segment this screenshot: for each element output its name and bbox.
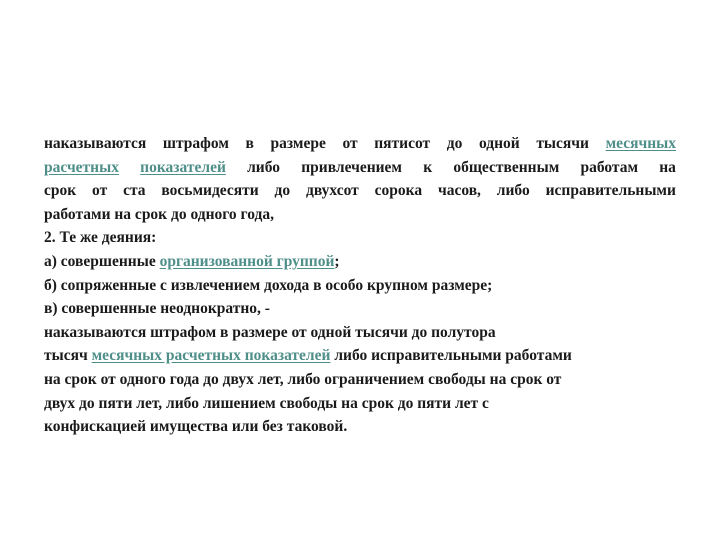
word: привлечением [301,158,402,176]
p2-line-2-prefix: тысяч [44,347,92,365]
word: двухсот [306,182,359,200]
p1-line-4: работами на срок до одного года, [44,205,274,223]
mrp-link[interactable]: месячных [605,135,676,152]
p1-line-3 [44,179,676,203]
p2-line-5: конфискацией имущества или без таковой. [44,418,348,436]
word: срок [44,182,77,200]
word: исправительными [545,182,676,200]
mrp-link-pokazateley[interactable]: показателей [140,158,226,176]
organized-group-link[interactable]: организованной группой [159,252,335,270]
p2-line-4: двух до пяти лет, либо лишением свободы на срок до пяти лет с [44,394,489,412]
p1-line-1 [44,132,676,156]
word: штрафом [162,135,229,152]
law-text-block [44,132,676,439]
mrp-link-raschetnyh[interactable]: расчетных [44,158,119,176]
word: к [423,158,433,176]
word: общественным [453,158,560,176]
word: работам [580,158,639,176]
list-item-a [44,250,676,274]
list-item-b: б) сопряженные с извлечением дохода в особо крупном размере; [44,276,493,294]
word: либо [496,182,530,200]
p1-line-2 [44,156,676,180]
word: наказываются [44,135,147,152]
word: от [92,182,108,200]
mrp-link-full[interactable]: месячных расчетных показателей [91,347,331,365]
word: ста [123,182,146,200]
p2-line-1: наказываются штрафом в размере от одной тысячи до полутора [44,323,496,341]
p2-line-3: на срок от одного года до двух лет, либо ограничением свободы на срок от [44,370,562,388]
word: сорока [374,182,423,200]
p2-line-2-suffix: либо исправительными работами [330,347,572,365]
word: от [342,135,358,152]
p2-line-2 [44,344,676,368]
word: часов, [437,182,481,200]
word: пятисот [374,135,431,152]
word: размере [270,135,326,152]
list-item-c: в) совершенные неоднократно, - [44,300,270,318]
word: восьмидесяти [161,182,259,200]
item-a-suffix: ; [334,252,340,270]
word: либо [247,158,281,176]
word: в [245,135,254,152]
word: на [659,158,676,176]
item-a-prefix: а) совершенные [44,252,160,270]
word: до [446,135,463,152]
word: до [274,182,291,200]
word: одной [478,135,520,152]
word: тысячи [536,135,589,152]
section-heading: 2. Те же деяния: [44,229,157,247]
